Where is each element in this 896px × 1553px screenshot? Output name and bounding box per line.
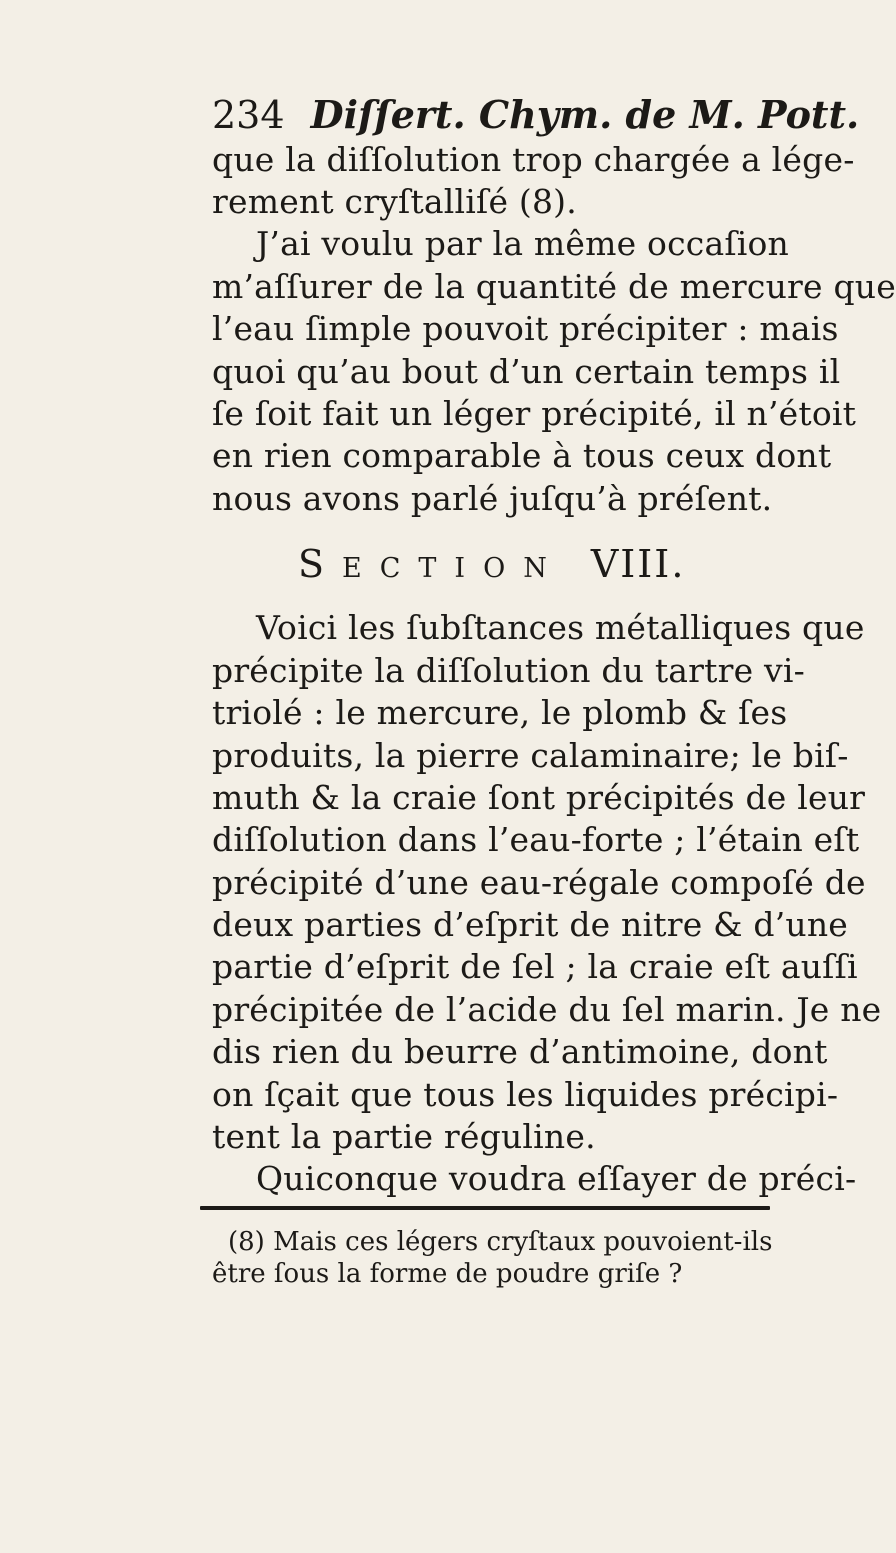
footnote-line: être ſous la forme de poudre griſe ? <box>212 1259 683 1289</box>
running-title: Diſſert. Chym. de M. Pott. <box>310 92 860 137</box>
text-line: produits, la pierre calaminaire; le biſ- <box>212 736 849 775</box>
text-line: quoi qu’au bout d’un certain temps il <box>212 352 841 391</box>
text-line: on ſçait que tous les liquides précipi- <box>212 1075 839 1114</box>
text-line: m’aſſurer de la quantité de mercure que <box>212 267 896 306</box>
text-line: ſe ſoit fait un léger précipité, il n’étoit <box>212 394 857 433</box>
section-numeral: VIII. <box>590 542 686 586</box>
running-header <box>212 92 859 138</box>
text-line: Quiconque voudra eſſayer de préci- <box>256 1159 857 1198</box>
text-line: précipitée de l’acide du ſel marin. Je ne <box>212 990 882 1029</box>
text-line: muth & la craie ſont précipités de leur <box>212 778 866 817</box>
text-line: partie d’eſprit de ſel ; la craie eſt auſſi <box>212 947 858 986</box>
text-line: tent la partie réguline. <box>212 1117 596 1156</box>
text-line: diſſolution dans l’eau-forte ; l’étain eſt <box>212 820 860 859</box>
text-line: triolé : le mercure, le plomb & ſes <box>212 693 788 732</box>
footnote-rule <box>200 1206 770 1210</box>
text-line: en rien comparable à tous ceux dont <box>212 436 832 475</box>
text-line: dis rien du beurre d’antimoine, dont <box>212 1032 828 1071</box>
text-line: que la diſſolution trop chargée a lége- <box>212 140 855 179</box>
page-number: 234 <box>212 93 285 137</box>
text-line: précipite la diſſolution du tartre vi- <box>212 651 805 690</box>
text-line: rement cryſtalliſé (8). <box>212 182 577 221</box>
text-line: nous avons parlé juſqu’à préſent. <box>212 479 773 518</box>
text-line: deux parties d’eſprit de nitre & d’une <box>212 905 849 944</box>
section-heading <box>298 541 685 587</box>
text-line: J’ai voulu par la même occaſion <box>256 224 790 263</box>
footnote-line: (8) Mais ces légers cryſtaux pouvoient-ils <box>228 1227 773 1257</box>
text-line: précipité d’une eau-régale compoſé de <box>212 863 866 902</box>
text-line: l’eau ſimple pouvoit précipiter : mais <box>212 309 839 348</box>
section-word: Section <box>298 542 565 586</box>
text-line: Voici les ſubſtances métalliques que <box>256 608 865 647</box>
